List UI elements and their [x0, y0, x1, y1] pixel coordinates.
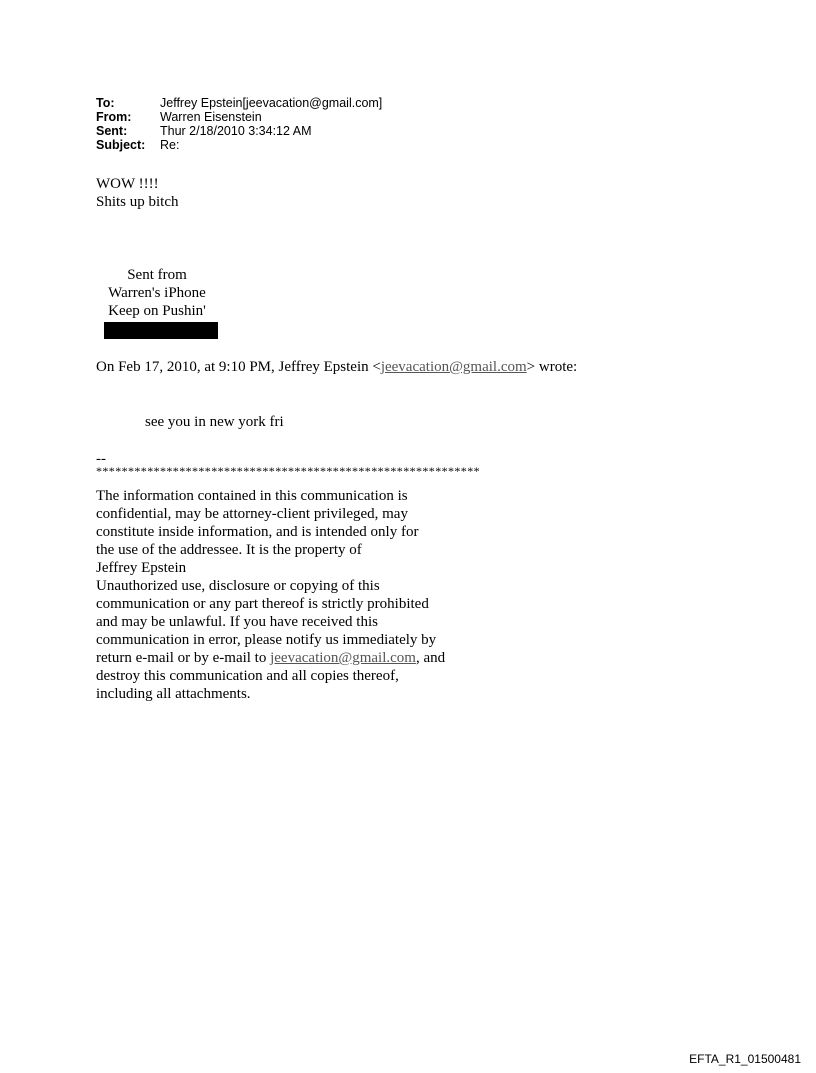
sent-label: Sent: — [96, 124, 128, 138]
from-label: From: — [96, 110, 132, 124]
to-row — [96, 96, 382, 110]
body-line: Shits up bitch — [96, 194, 179, 210]
to-value: Jeffrey Epstein[jeevacation@gmail.com] — [160, 96, 383, 110]
sent-row — [96, 124, 382, 138]
disclaimer-line: The information contained in this communication is — [96, 488, 408, 504]
disclaimer-line: the use of the addressee. It is the property of — [96, 542, 362, 558]
disclaimer-email-link[interactable]: jeevacation@gmail.com — [270, 650, 416, 666]
quote-intro — [96, 358, 577, 376]
signature-line: Sent from — [127, 267, 187, 283]
from-value: Warren Eisenstein — [160, 110, 262, 124]
disclaimer-return-suffix: , and — [415, 650, 446, 666]
message-body — [96, 175, 179, 211]
subject-value: Re: — [160, 138, 180, 152]
subject-label: Subject: — [96, 138, 146, 152]
disclaimer-line: Unauthorized use, disclosure or copying of this — [96, 578, 380, 594]
quote-intro-prefix: On Feb 17, 2010, at 9:10 PM, Jeffrey Epstein < — [96, 359, 381, 375]
disclaimer-line: communication in error, please notify us immediately by — [96, 632, 437, 648]
disclaimer-line: communication or any part thereof is strictly prohibited — [96, 596, 429, 612]
disclaimer-line — [96, 649, 496, 667]
redaction-bar — [104, 322, 218, 339]
disclaimer-line: confidential, may be attorney-client privileged, may — [96, 506, 408, 522]
document-id: EFTA_R1_01500481 — [689, 1052, 801, 1066]
subject-row — [96, 138, 382, 152]
email-header — [96, 96, 382, 152]
disclaimer-line: Jeffrey Epstein — [96, 560, 187, 576]
body-line: WOW !!!! — [96, 176, 159, 192]
disclaimer — [96, 487, 496, 703]
disclaimer-line: and may be unlawful. If you have received this — [96, 614, 378, 630]
quoted-message: see you in new york fri — [145, 414, 284, 430]
signature-line: Keep on Pushin' — [108, 303, 206, 319]
disclaimer-line: destroy this communication and all copies thereof, — [96, 668, 399, 684]
disclaimer-line: constitute inside information, and is intended only for — [96, 524, 419, 540]
quote-intro-suffix: > wrote: — [526, 359, 578, 375]
signature-line: Warren's iPhone — [108, 285, 206, 301]
signature-separator: -- — [96, 451, 106, 467]
sent-value: Thur 2/18/2010 3:34:12 AM — [160, 124, 312, 138]
from-row — [96, 110, 382, 124]
disclaimer-line: including all attachments. — [96, 686, 251, 702]
quote-email-link[interactable]: jeevacation@gmail.com — [380, 359, 527, 375]
asterisk-divider: ************************************************************ — [96, 464, 480, 478]
to-label: To: — [96, 96, 115, 110]
signature — [96, 266, 218, 320]
disclaimer-return-prefix: return e-mail or by e-mail to — [96, 650, 271, 666]
